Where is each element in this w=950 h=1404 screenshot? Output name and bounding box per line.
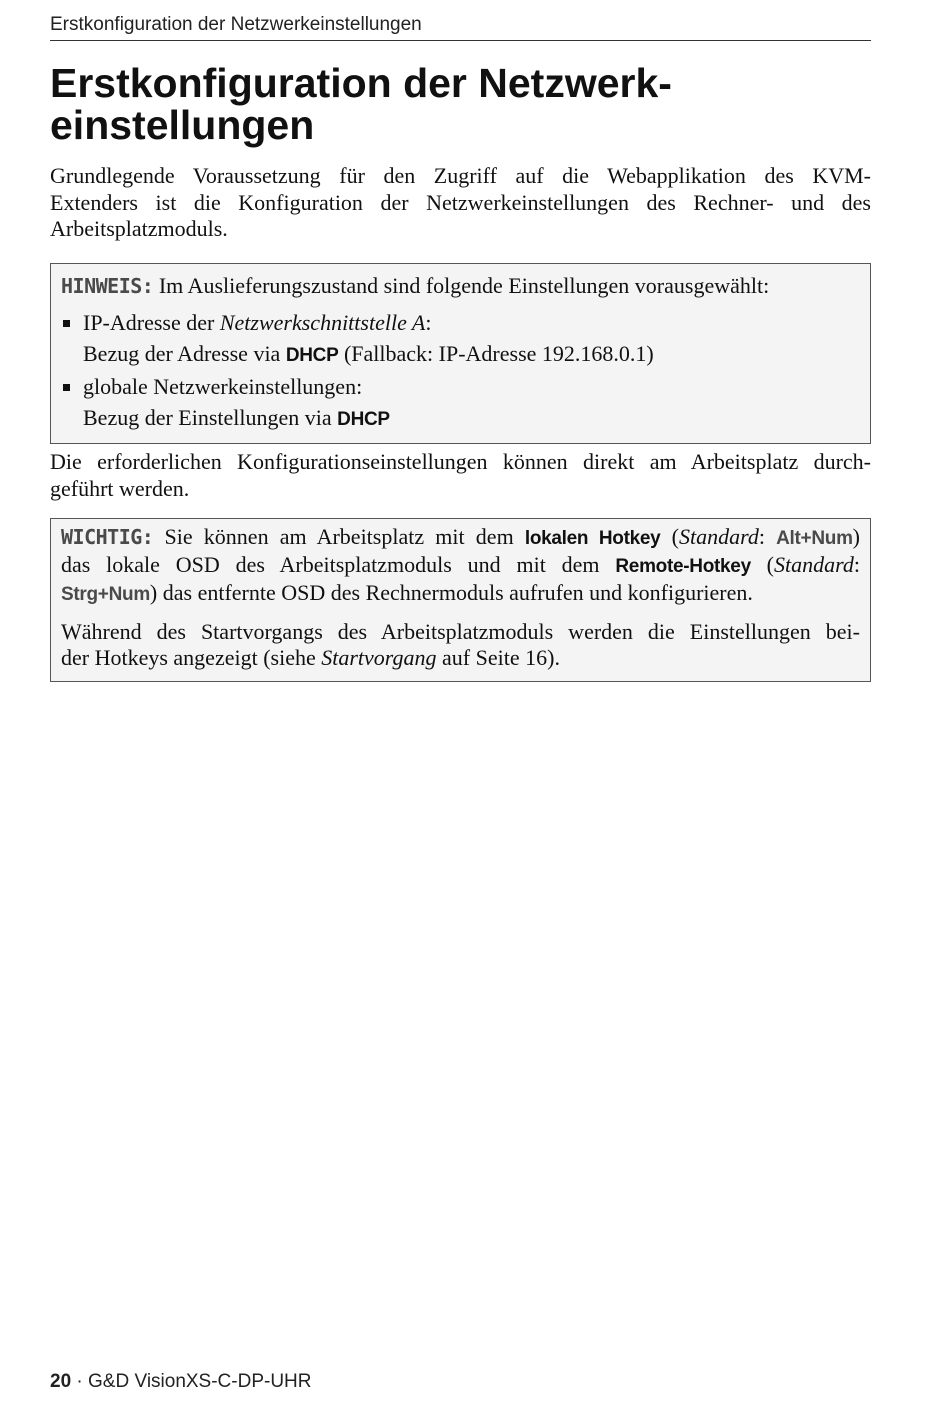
startvorgang-reference: Startvorgang: [321, 645, 437, 670]
wichtig-label: WICHTIG:: [61, 525, 154, 549]
lokal-hotkey-key: lokalen Hotkey: [524, 528, 661, 549]
wichtig-box: [50, 518, 871, 682]
hinweis-item-global: [61, 371, 860, 435]
hinweis-item-ip: [61, 307, 860, 371]
wichtig-p1-e: das lokale OSD des Arbeitsplatzmoduls und mit dem: [61, 552, 616, 577]
hinweis-heading: [61, 270, 860, 302]
intro-line-3: Arbeitsplatzmoduls.: [50, 216, 228, 241]
item-global-sub-prefix: Bezug der Einstellungen via: [83, 405, 338, 430]
middle-line-2: geführt werden.: [50, 475, 190, 501]
wichtig-p2-b: auf Seite 16).: [436, 645, 560, 670]
bullet-square-icon: [63, 384, 70, 391]
wichtig-p1-g: :: [853, 552, 860, 577]
title-line-2: einstellungen: [50, 102, 315, 148]
item-ip-italic: Netzwerkschnittstelle A: [219, 310, 426, 335]
hinweis-item-global-line: globale Netzwerkeinstellungen:: [83, 374, 363, 399]
middle-paragraph: [50, 449, 871, 502]
wichtig-p1-a: Sie können am Arbeitsplatz mit dem: [153, 524, 525, 549]
intro-line-2: Extenders ist die Konfiguration der Netzwerkeinstellungen des Rechner- und des: [50, 189, 871, 215]
wichtig-p1-line-2: [61, 552, 860, 580]
wichtig-p1-b: (: [660, 524, 679, 549]
wichtig-p2-line-2: [61, 645, 860, 671]
strg-num-key: Strg+Num: [61, 584, 150, 605]
dhcp-key: DHCP: [285, 345, 339, 366]
page-footer: [50, 1371, 312, 1393]
wichtig-p2-line-1: Während des Startvorgangs des Arbeitsplatzmoduls werden die Einstellungen bei-: [61, 619, 860, 644]
item-ip-suffix: :: [425, 310, 432, 335]
item-ip-sub-prefix: Bezug der Adresse via: [83, 341, 286, 366]
hinweis-box: [50, 263, 871, 444]
wichtig-paragraph-1: [61, 524, 860, 608]
hinweis-item-ip-sub: [83, 338, 860, 371]
dhcp-key: DHCP: [337, 409, 390, 430]
item-ip-prefix: IP-Adresse der: [83, 310, 220, 335]
title-line-1: Erstkonfiguration der Netzwerk-: [50, 60, 672, 106]
remote-hotkey-key: Remote-Hotkey: [615, 556, 751, 577]
hinweis-text: Im Auslieferungszustand sind folgende Einstellungen vorausgewählt:: [153, 273, 770, 298]
wichtig-standard-2: Standard: [774, 552, 854, 577]
wichtig-p1-line-1: [61, 524, 860, 552]
running-header: Erstkonfiguration der Netzwerkeinstellungen: [50, 14, 871, 41]
wichtig-p1-c: :: [758, 524, 777, 549]
wichtig-p2-a: der Hotkeys angezeigt (siehe: [61, 645, 322, 670]
wichtig-paragraph-2: [61, 619, 860, 671]
hinweis-item-ip-line: [83, 307, 860, 338]
wichtig-p1-h: ) das entfernte OSD des Rechnermoduls aufrufen und konfigurieren.: [149, 580, 753, 605]
wichtig-p1-d: ): [852, 524, 860, 549]
intro-line-1: Grundlegende Voraussetzung für den Zugriff auf die Webapplikation des KVM-: [50, 163, 871, 188]
hinweis-item-global-sub: [83, 402, 860, 435]
page-number: 20: [50, 1371, 72, 1392]
wichtig-p1-line-3: [61, 580, 860, 608]
footer-product: G&D VisionXS-C-DP-UHR: [88, 1371, 312, 1392]
item-ip-sub-suffix: (Fallback: IP-Adresse 192.168.0.1): [338, 341, 654, 366]
wichtig-standard-1: Standard: [678, 524, 759, 549]
hinweis-label: HINWEIS:: [61, 274, 154, 298]
wichtig-p1-f: (: [750, 552, 775, 577]
footer-separator: ·: [71, 1371, 89, 1392]
page-title: [50, 62, 871, 146]
intro-paragraph: [50, 163, 871, 243]
alt-num-key: Alt+Num: [776, 528, 853, 549]
middle-line-1: Die erforderlichen Konfigurationseinstellungen können direkt am Arbeitsplatz durch-: [50, 449, 871, 474]
bullet-square-icon: [63, 320, 70, 327]
